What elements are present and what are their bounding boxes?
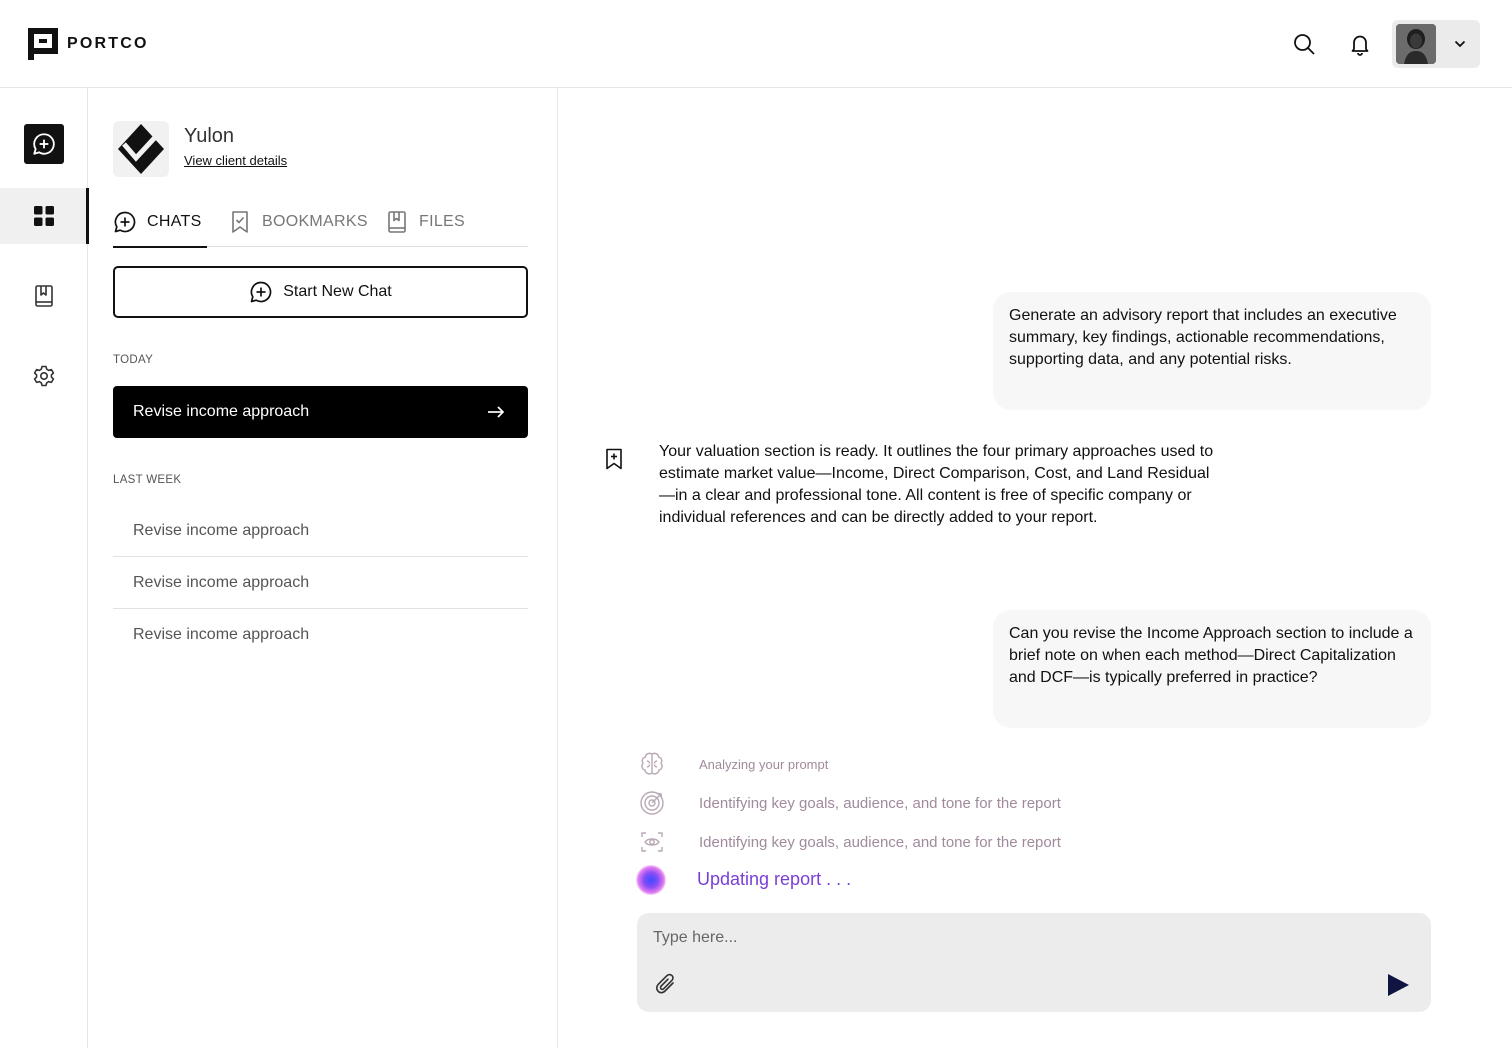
chat-item-active[interactable] xyxy=(113,386,528,438)
left-rail xyxy=(0,88,88,1048)
tab-bookmarks-label: BOOKMARKS xyxy=(262,213,368,230)
notifications-button[interactable] xyxy=(1346,30,1374,58)
chat-item-label: Revise income approach xyxy=(133,626,310,643)
panel-tabs xyxy=(113,210,528,247)
ai-activity-orb-icon xyxy=(636,865,666,895)
scan-eye-icon xyxy=(638,828,666,856)
chat-item-label: Revise income approach xyxy=(133,403,310,420)
chat-item[interactable] xyxy=(113,557,528,609)
start-new-chat-label: Start New Chat xyxy=(283,283,392,300)
client-name: Yulon xyxy=(184,125,235,147)
chat-item-label: Revise income approach xyxy=(133,521,310,539)
progress-step-text: Analyzing your prompt xyxy=(699,756,829,772)
book-icon xyxy=(385,210,409,234)
bookmark-check-icon xyxy=(228,210,252,234)
send-icon xyxy=(1385,972,1411,998)
client-logo-icon xyxy=(113,121,169,177)
rail-settings-button[interactable] xyxy=(0,348,88,404)
tab-files-label: FILES xyxy=(419,213,465,230)
chat-plus-icon xyxy=(31,131,57,157)
bell-icon xyxy=(1348,32,1372,56)
grid-icon xyxy=(33,205,55,227)
chevron-down-icon xyxy=(1452,36,1468,52)
progress-step-text: Identifying key goals, audience, and tone for the report xyxy=(699,794,1061,812)
brand-name: PORTCO xyxy=(67,35,149,52)
target-icon xyxy=(638,789,666,817)
brand-logo[interactable] xyxy=(28,28,149,60)
start-new-chat-button[interactable] xyxy=(113,266,528,318)
tab-chats[interactable] xyxy=(113,210,202,247)
chat-plus-icon xyxy=(249,280,273,304)
status-text: Updating report . . . xyxy=(697,869,852,889)
user-message: Generate an advisory report that includes an executive summary, key findings, actionable recommendations, supporting data, and any potential risks. xyxy=(993,292,1431,410)
brain-icon xyxy=(638,750,666,778)
progress-step xyxy=(638,750,829,778)
progress-step xyxy=(638,789,1061,817)
search-button[interactable] xyxy=(1290,30,1318,58)
rail-dashboard-button[interactable] xyxy=(0,188,88,244)
top-header xyxy=(0,0,1512,88)
user-menu-button[interactable] xyxy=(1392,20,1480,68)
avatar xyxy=(1396,24,1436,64)
attach-button[interactable] xyxy=(654,971,678,997)
chat-item[interactable] xyxy=(113,505,528,557)
user-message: Can you revise the Income Approach section to include a brief note on when each method—Direct Capitalization and DCF—is typically preferred in practice? xyxy=(993,610,1431,728)
chat-item[interactable] xyxy=(113,609,528,661)
chat-plus-icon xyxy=(113,210,137,234)
arrow-right-icon xyxy=(486,402,506,422)
gear-icon xyxy=(32,364,56,388)
chat-item-label: Revise income approach xyxy=(133,573,310,591)
rail-bookmarks-button[interactable] xyxy=(0,268,88,324)
bookmark-plus-icon xyxy=(605,448,623,470)
tab-bookmarks[interactable] xyxy=(228,210,368,247)
rail-new-chat-button[interactable] xyxy=(24,124,64,164)
section-label-today: TODAY xyxy=(113,354,154,366)
chat-list-panel xyxy=(88,88,558,1048)
message-composer xyxy=(637,913,1431,1012)
tab-chats-label: CHATS xyxy=(147,213,202,230)
message-input[interactable] xyxy=(653,925,1353,951)
paperclip-icon xyxy=(655,972,677,996)
portco-logo-icon xyxy=(28,28,58,60)
search-icon xyxy=(1292,32,1316,56)
send-button[interactable] xyxy=(1384,971,1412,999)
assistant-message: Your valuation section is ready. It outlines the four primary approaches used to estimate market value—Income, Direct Comparison, Cost, and Land Residual—in a clear and professional tone. All content is free of specific company or individual references and can be directly added to your report. xyxy=(659,443,1214,526)
tab-files[interactable] xyxy=(385,210,465,247)
book-bookmark-icon xyxy=(33,284,55,308)
progress-step-text: Identifying key goals, audience, and tone for the report xyxy=(699,833,1061,851)
bookmark-add-button[interactable] xyxy=(602,447,626,471)
section-label-last-week: LAST WEEK xyxy=(113,474,182,486)
conversation-area xyxy=(558,88,1512,1048)
progress-step xyxy=(638,828,1061,856)
view-client-details-link[interactable]: View client details xyxy=(184,153,288,168)
